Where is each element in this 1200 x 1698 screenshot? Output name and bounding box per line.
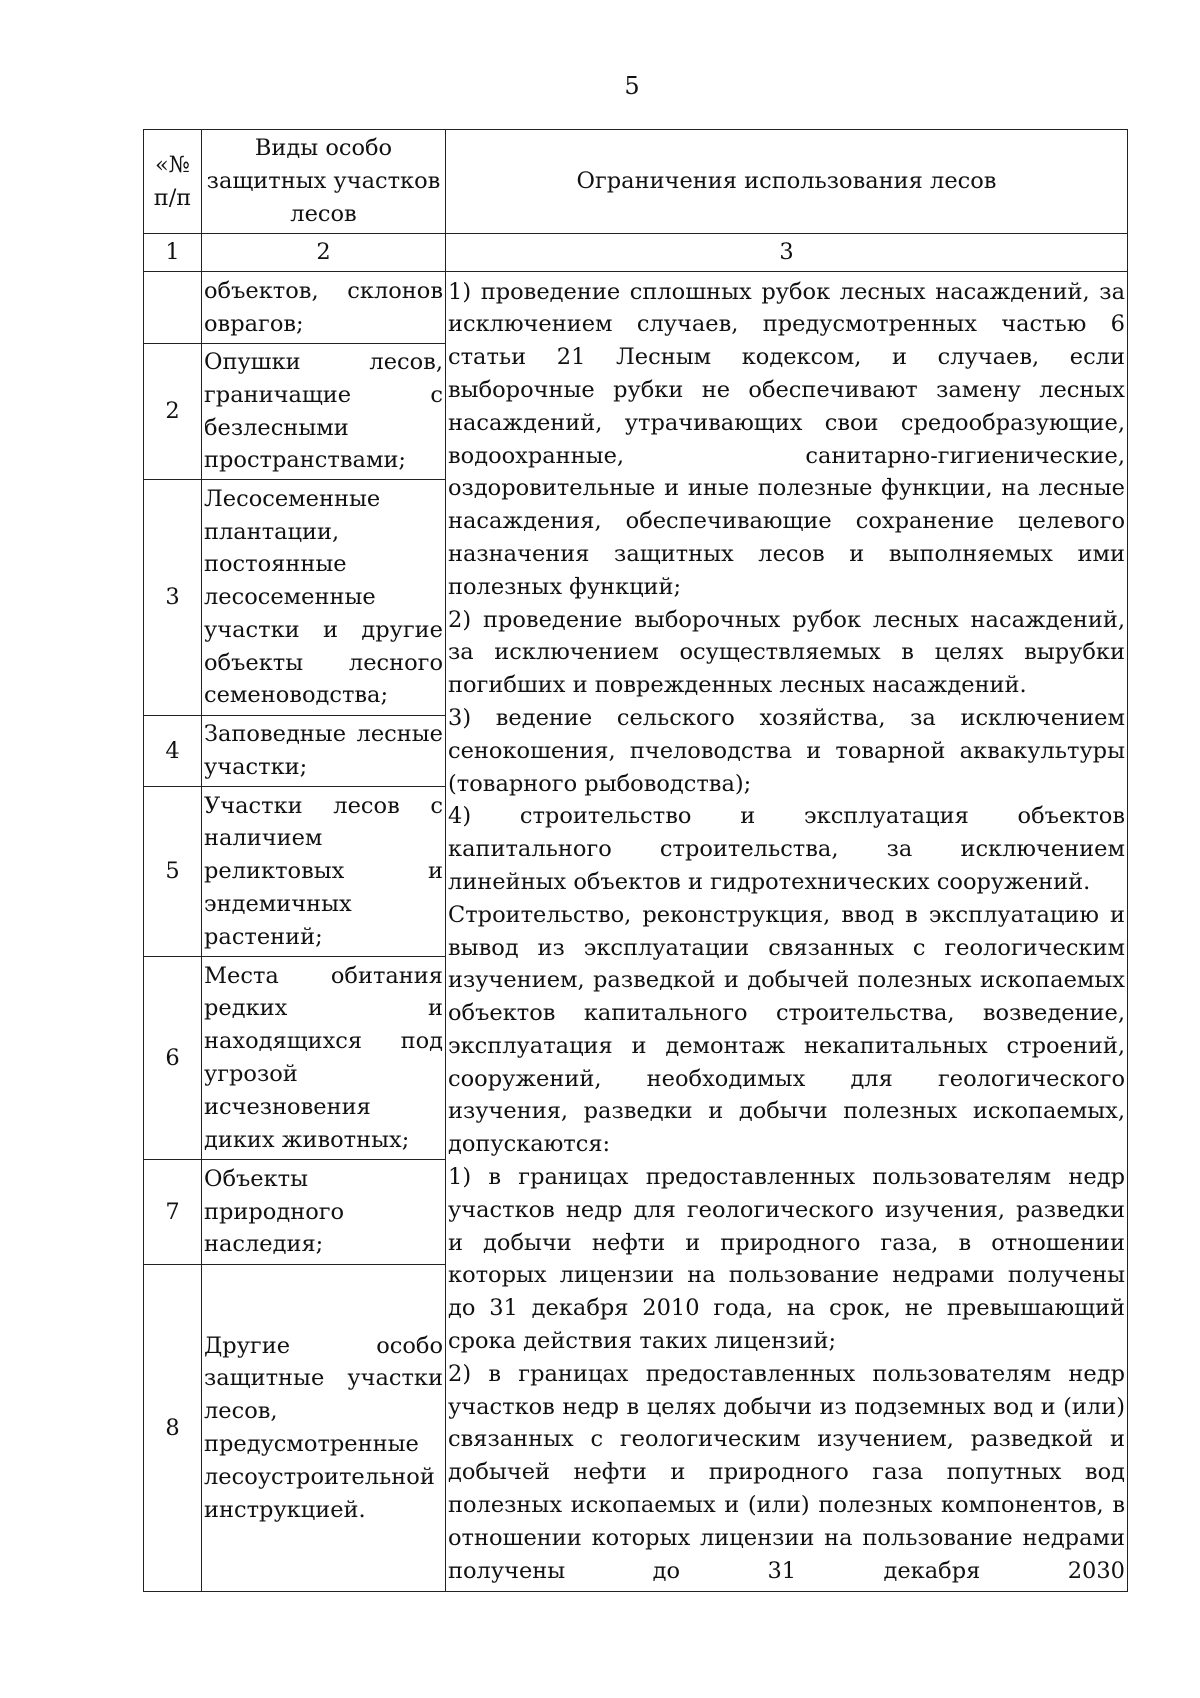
column-number-2: 2 — [202, 234, 446, 272]
row-num: 5 — [144, 787, 202, 957]
header-num: «№ п/п — [144, 130, 202, 234]
restriction-paragraph: 4) строительство и эксплуатация объектов капитального строительства, за исключением линейных объектов и гидротехнических сооружений. — [448, 803, 1125, 895]
header-restrictions: Ограничения использования лесов — [446, 130, 1128, 234]
restriction-paragraph: Строительство, реконструкция, ввод в эксплуатацию и вывод из эксплуатации связанных с геологическим изучением, разведкой и добычей полезных ископаемых объектов капитального строительства, возведение, эксплуатация и демонтаж некапитальных строений, сооружений, необходимых для геологического изучения, разведки и добычи полезных ископаемых, допускаются: — [448, 901, 1125, 1158]
forest-restrictions-table — [143, 129, 1128, 1592]
column-number-1: 1 — [144, 234, 202, 272]
restriction-paragraph: 1) в границах предоставленных пользователям недр участков недр для геологического изучения, разведки и добычи нефти и природного газа, в отношении которых лицензии на пользование недрами получены до 31 декабря 2010 года, на срок, не превышающий срока действия таких лицензий; — [448, 1164, 1125, 1355]
row-kind: Опушки лесов, граничащие с безлесными пространствами; — [202, 344, 446, 480]
row-num: 3 — [144, 480, 202, 716]
restriction-paragraph: 3) ведение сельского хозяйства, за исключением сенокошения, пчеловодства и товарной аквакультуры (товарного рыбоводства); — [448, 704, 1125, 797]
restriction-paragraph: 2) в границах предоставленных пользователям недр участков недр в целях добычи из подземных вод и (или) связанных с геологическим изучением, разведкой и добычей нефти и природного газа попутных вод полезных ископаемых и (или) полезных компонентов, в отношении которых лицензии на пользование недрами получены до 31 декабря 2030 — [448, 1360, 1125, 1584]
row-kind: Лесосеменные плантации, постоянные лесосеменные участки и другие объекты лесного семеноводства; — [202, 480, 446, 716]
restrictions-cell — [446, 272, 1128, 1592]
row-kind: Объекты природного наследия; — [202, 1160, 446, 1265]
restriction-paragraph: 1) проведение сплошных рубок лесных насаждений, за исключением случаев, предусмотренных частью 6 статьи 21 Лесным кодексом, и случаев, если выборочные рубки не обеспечивают замену лесных насаждений, утрачивающих свои средообразующие, водоохранные, санитарно-гигиенические, оздоровительные и иные полезные функции, на лесные насаждения, обеспечивающие сохранение целевого назначения защитных лесов и выполняемых ими полезных функций; — [448, 278, 1125, 600]
row-kind: Участки лесов с наличием реликтовых и эндемичных растений; — [202, 787, 446, 957]
row-kind: объектов, склонов оврагов; — [202, 272, 446, 344]
row-num: 7 — [144, 1160, 202, 1265]
table-row — [144, 272, 1128, 344]
row-kind: Места обитания редких и находящихся под угрозой исчезновения диких животных; — [202, 957, 446, 1160]
page-number: 5 — [624, 72, 640, 100]
row-kind: Другие особо защитные участки лесов, предусмотренные лесоустроительной инструкцией. — [202, 1265, 446, 1592]
row-num: 4 — [144, 716, 202, 787]
table-header-row — [144, 130, 1128, 234]
row-kind: Заповедные лесные участки; — [202, 716, 446, 787]
row-num: 2 — [144, 344, 202, 480]
column-number-row — [144, 234, 1128, 272]
header-kind: Виды особо защитных участков лесов — [202, 130, 446, 234]
row-num: 8 — [144, 1265, 202, 1592]
row-num: 6 — [144, 957, 202, 1160]
restriction-paragraph: 2) проведение выборочных рубок лесных насаждений, за исключением осуществляемых в целях вырубки погибших и поврежденных лесных насаждений. — [448, 606, 1125, 699]
column-number-3: 3 — [446, 234, 1128, 272]
row-num — [144, 272, 202, 344]
